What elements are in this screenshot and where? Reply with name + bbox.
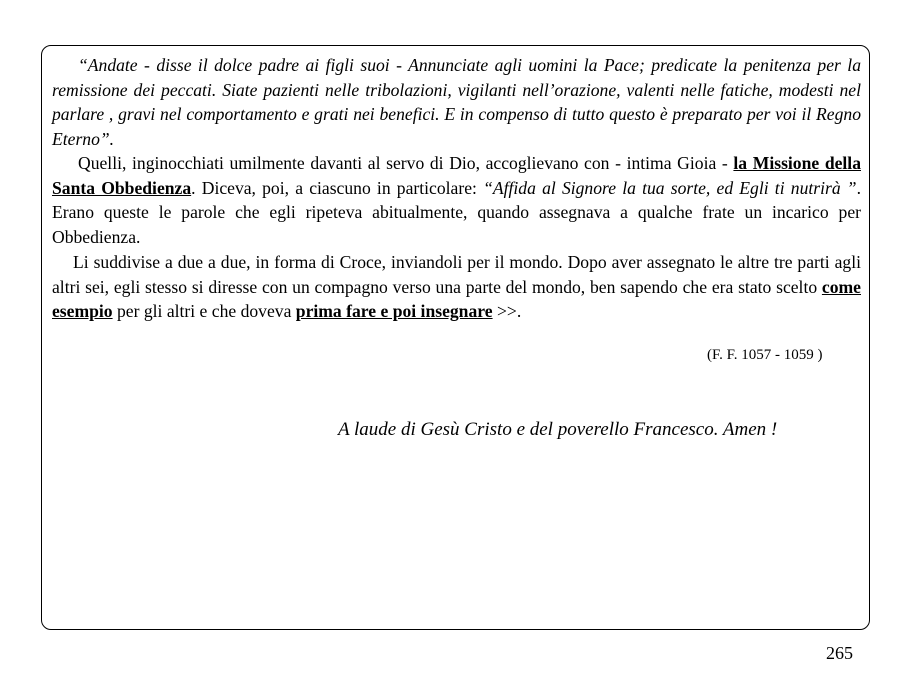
mission-emphasis: la Missione della Santa Obbedienza xyxy=(52,153,861,198)
quote-paragraph xyxy=(52,53,861,152)
obedience-paragraph xyxy=(52,151,861,250)
mission-text-middle: per gli altri e che doveva xyxy=(112,301,296,322)
closing-dedication: A laude di Gesù Cristo e del poverello Francesco. Amen ! xyxy=(338,419,778,440)
mission-text-intro: Li suddivise a due a due, in forma di Croce, inviandoli per il mondo. Dopo aver assegnato le altre tre parti agli altri sei, egli stesso si diresse con un compagno verso una parte del mondo, ben sapendo che era stato scelto xyxy=(52,252,861,297)
practice-emphasis: prima fare e poi insegnare xyxy=(295,301,493,322)
source-reference: (F. F. 1057 - 1059 ) xyxy=(707,347,823,363)
obedience-text-intro: Quelli, inginocchiati umilmente davanti al servo di Dio, accoglievano con - intima Gioia - xyxy=(78,153,734,173)
mission-paragraph xyxy=(52,250,861,324)
page-number: 265 xyxy=(826,643,853,663)
example-emphasis: come esempio xyxy=(52,276,861,322)
obedience-text-end: . Erano queste le parole che egli ripeteva abitualmente, quando assegnava a qualche frate un incarico per Obbedienza. xyxy=(52,177,862,248)
francis-speech-quote: “Andate - disse il dolce padre ai figli suoi - Annunciate agli uomini la Pace; predicate la penitenza per la remissione dei peccati. Siate pazienti nelle tribolazioni, vigilanti nell’orazione, valenti nelle fatiche, modesti nel parlare , gravi nel comportamento e grati nei benefici. E in compenso di tutto questo è preparato per voi il Regno Eterno”. xyxy=(52,55,861,150)
trust-quote: “Affida al Signore la tua sorte, ed Egli ti nutrirà ” xyxy=(483,177,857,198)
obedience-text-middle: . Diceva, poi, a ciascuno in particolare: xyxy=(191,177,484,198)
mission-text-end: >>. xyxy=(492,301,522,322)
